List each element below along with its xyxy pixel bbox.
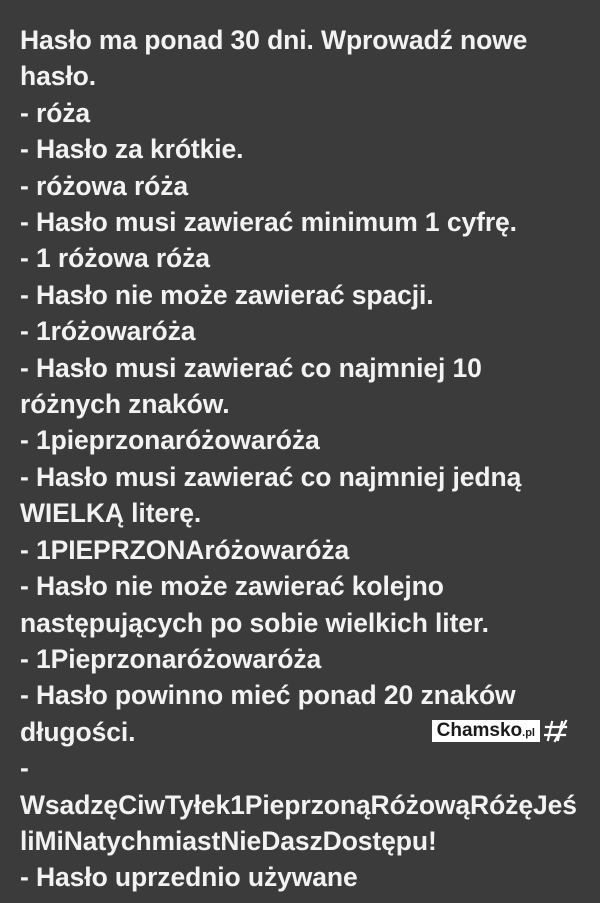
watermark-tld: .pl (522, 726, 535, 739)
watermark-name: Chamsko (436, 719, 523, 741)
meme-line: - Hasło nie może zawierać spacji. (20, 279, 434, 310)
hash-slash-icon (544, 718, 570, 744)
meme-line: - Hasło za krótkie. (20, 134, 244, 165)
meme-line: - 1pieprzonaróżowaróża (20, 425, 320, 456)
meme-line: - 1PIEPRZONAróżowaróża (20, 534, 350, 565)
meme-line: Hasło ma ponad 30 dni. Wprowadź nowe hasło. (20, 25, 535, 92)
meme-line: - WsadzęCiwTyłek1PieprzonąRóżowąRóżęJeśliMiNatychmiastNieDaszDostępu! (20, 753, 577, 856)
meme-line: - Hasło uprzednio używane (20, 862, 358, 893)
meme-text-block (20, 22, 582, 896)
watermark-label (432, 720, 540, 743)
meme-line: - 1Pieprzonaróżowaróża (20, 643, 322, 674)
meme-line: - Hasło musi zawierać co najmniej 10 różnych znaków. (20, 352, 490, 420)
meme-line: - Hasło musi zawierać minimum 1 cyfrę. (20, 207, 517, 238)
meme-line: - Hasło powinno mieć ponad 20 znaków długości. (20, 680, 523, 747)
meme-line: - Hasło nie może zawierać kolejno następujących po sobie wielkich liter. (20, 571, 489, 638)
meme-line: - 1 różowa róża (20, 243, 210, 274)
meme-line: - róża (20, 97, 91, 128)
meme-line: - różowa róża (20, 170, 189, 201)
watermark (432, 718, 570, 744)
meme-line: - Hasło musi zawierać co najmniej jedną WIELKĄ literę. (20, 461, 529, 529)
meme-line: - 1różowaróża (20, 316, 196, 347)
